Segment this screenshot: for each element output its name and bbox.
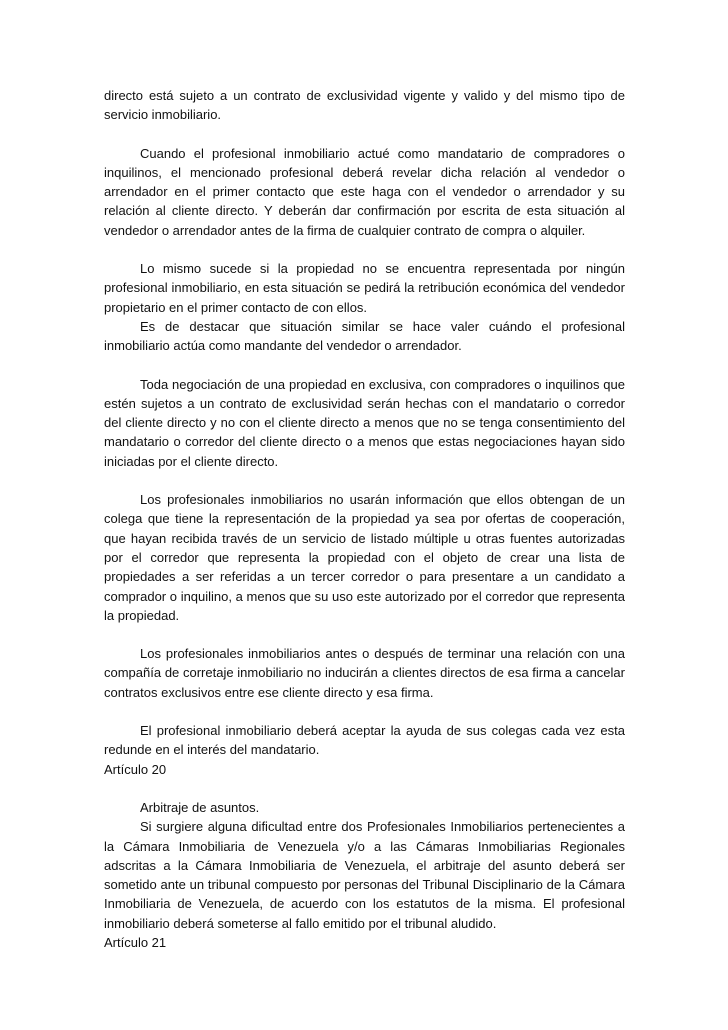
paragraph-mandante-note: Es de destacar que situación similar se hace valer cuándo el profesional inmobiliario actúa como mandante del vendedor o arrendador. (104, 318, 625, 354)
article-21-heading: Artículo 21 (104, 934, 167, 950)
paragraph-information-use: Los profesionales inmobiliarios no usarán información que ellos obtengan de un colega que tiene la representación de la propiedad ya sea por ofertas de cooperación, que hayan recibida través de un servicio de listado múltiple u otras fuentes autorizadas por el corredor que representa la propiedad con el objeto de crear una lista de propiedades a ser referidas a un tercer corredor o para presentare a un candidato a comprador o inquilino, a menos que su uso este autorizado por el corredor que representa la propiedad. (104, 492, 625, 623)
paragraph-continuation: directo está sujeto a un contrato de exclusividad vigente y valido y del mismo tipo de servicio inmobiliario. (104, 88, 625, 123)
document-page (104, 86, 625, 952)
paragraph-exclusive-negotiation: Toda negociación de una propiedad en exclusiva, con compradores o inquilinos que estén sujetos a un contrato de exclusividad serán hechas con el mandatario o corredor del cliente directo y no con el cliente directo a menos que no se tenga consentimiento del mandatario o corredor del cliente directo o a menos que estas negociaciones hayan sido iniciadas por el cliente directo. (104, 376, 625, 469)
paragraph-colleague-help: El profesional inmobiliario deberá aceptar la ayuda de sus colegas cada vez esta redunde en el interés del mandatario. (104, 723, 625, 758)
article-20-subtitle: Arbitraje de asuntos. (140, 799, 260, 815)
paragraph-unrepresented-property: Lo mismo sucede si la propiedad no se encuentra representada por ningún profesional inmobiliario, en esta situación se pedirá la retribución económica del vendedor propietario en el primer contacto de con ellos. (104, 261, 625, 315)
paragraph-firm-change: Los profesionales inmobiliarios antes o después de terminar una relación con una compañía de corretaje inmobiliario no inducirán a clientes directos de esa firma a cancelar contratos exclusivos entre ese cliente directo y esa firma. (104, 646, 625, 700)
paragraph-mandatario-disclosure: Cuando el profesional inmobiliario actué como mandatario de compradores o inquilinos, el mencionado profesional deberá revelar dicha relación al vendedor o arrendador en el primer contacto que este haga con el vendedor o arrendador y su relación al cliente directo. Y deberán dar confirmación por escrita de esta situación al vendedor o arrendador antes de la firma de cualquier contrato de compra o alquiler. (104, 145, 625, 238)
article-20-body: Si surgiere alguna dificultad entre dos Profesionales Inmobiliarios pertenecientes a la Cámara Inmobiliaria de Venezuela y/o a las Cámaras Inmobiliarias Regionales adscritas a la Cámara Inmobiliaria de Venezuela, el arbitraje del asunto deberá ser sometido ante un tribunal compuesto por personas del Tribunal Disciplinario de la Cámara Inmobiliaria de Venezuela, de acuerdo con los estatutos de la misma. El profesional inmobiliario deberá someterse al fallo emitido por el tribunal aludido. (104, 819, 625, 931)
article-20-heading: Artículo 20 (104, 761, 167, 777)
